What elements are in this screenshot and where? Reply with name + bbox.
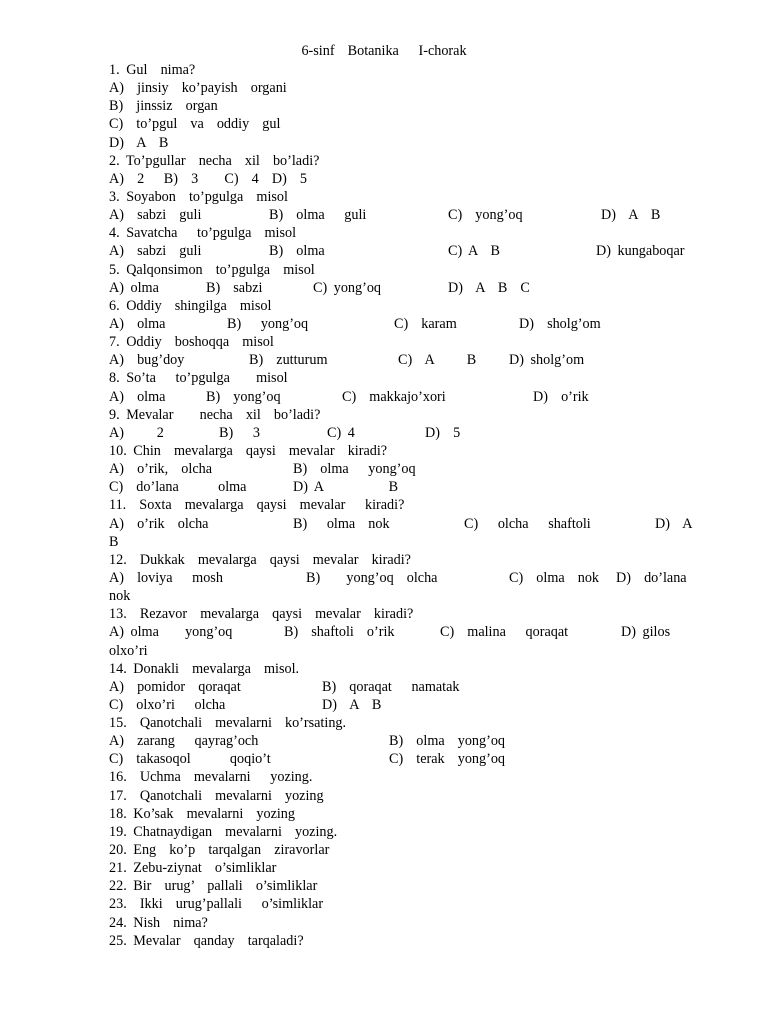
text-line — [109, 605, 699, 623]
text-line — [109, 261, 699, 279]
line-text: A) sabzi guli — [109, 207, 202, 224]
line-text: A) loviya mosh — [109, 569, 223, 586]
line-text: 20. Eng ko’p tarqalgan ziravorlar — [109, 842, 330, 859]
answer-option: D) sholg’om — [509, 352, 585, 369]
text-line — [109, 351, 699, 369]
line-text: C) takasoqol qoqio’t — [109, 751, 271, 768]
line-text: olxo’ri — [109, 642, 148, 659]
answer-option: C) malina qoraqat — [440, 624, 569, 641]
text-line — [109, 424, 699, 442]
text-line — [109, 932, 699, 950]
text-line — [109, 496, 699, 514]
answer-option: B) qoraqat namatak — [322, 678, 460, 695]
line-text: A) jinsiy ko’payish organi — [109, 80, 287, 97]
text-line — [109, 61, 699, 79]
text-line — [109, 678, 699, 696]
text-line — [109, 315, 699, 333]
text-line — [109, 297, 699, 315]
answer-option: B) yong’oq — [227, 315, 309, 332]
line-text: 24. Nish nima? — [109, 914, 208, 931]
line-text: A) o’rik olcha — [109, 515, 209, 532]
text-line — [109, 224, 699, 242]
line-text: 21. Zebu-ziynat o’simliklar — [109, 860, 277, 877]
line-text: 22. Bir urug’ pallali o’simliklar — [109, 878, 318, 895]
line-text: 12. Dukkak mevalarga qaysi mevalar kiradi? — [109, 551, 411, 568]
text-line — [109, 515, 699, 533]
line-text: 8. So’ta to’pgulga misol — [109, 370, 288, 387]
text-line — [109, 623, 699, 641]
line-text: 18. Ko’sak mevalarni yozing — [109, 805, 295, 822]
line-text: 15. Qanotchali mevalarni ko’rsating. — [109, 715, 347, 732]
answer-option: D) o’rik — [533, 388, 589, 405]
answer-option: C) A B — [398, 352, 477, 369]
text-line — [109, 569, 699, 587]
answer-option: D) gilos — [621, 624, 671, 641]
text-line — [109, 914, 699, 932]
text-line — [109, 134, 699, 152]
line-text: A) o’rik, olcha — [109, 461, 213, 478]
line-text: 5. Qalqonsimon to’pgulga misol — [109, 261, 315, 278]
answer-option: D) A B — [601, 207, 661, 224]
line-text: A) 2 B) 3 C) 4 D) 5 — [109, 170, 307, 187]
text-line — [109, 279, 699, 297]
text-line — [109, 642, 699, 660]
text-line — [109, 170, 699, 188]
text-line — [109, 895, 699, 913]
answer-option: B) olma yong’oq — [389, 733, 506, 750]
text-line — [109, 442, 699, 460]
text-line — [109, 242, 699, 260]
line-text: A) olma yong’oq — [109, 624, 233, 641]
line-text: nok — [109, 588, 131, 605]
text-line — [109, 333, 699, 351]
line-text: 10. Chin mevalarga qaysi mevalar kiradi? — [109, 442, 388, 459]
answer-option: B) 3 — [219, 424, 260, 441]
line-text: C) olxo’ri olcha — [109, 696, 226, 713]
answer-option: C) terak yong’oq — [389, 751, 506, 768]
text-line — [109, 660, 699, 678]
answer-option: B) olma — [269, 243, 325, 260]
text-line — [109, 732, 699, 750]
answer-option: C) makkajo’xori — [342, 388, 446, 405]
answer-option: D) kungaboqar — [596, 243, 685, 260]
answer-option: B) shaftoli o’rik — [284, 624, 395, 641]
answer-option: B) olma yong’oq — [293, 461, 416, 478]
line-text: A) olma — [109, 279, 159, 296]
text-line — [109, 587, 699, 605]
line-text: C) to’pgul va oddiy gul — [109, 116, 281, 133]
line-text: B — [109, 533, 119, 550]
text-line — [109, 79, 699, 97]
text-line — [109, 115, 699, 133]
answer-option: B) olma guli — [269, 207, 367, 224]
text-line — [109, 406, 699, 424]
answer-option: B) yong’oq — [206, 388, 281, 405]
answer-option: D) A B — [293, 479, 399, 496]
answer-option: D) do’lana — [616, 569, 687, 586]
line-text: 9. Mevalar necha xil bo’ladi? — [109, 406, 321, 423]
answer-option: B) yong’oq olcha — [306, 569, 438, 586]
line-text: A) 2 — [109, 424, 164, 441]
text-line — [109, 696, 699, 714]
text-line — [109, 388, 699, 406]
answer-option: D) 5 — [425, 424, 461, 441]
answer-option: B) zutturum — [249, 352, 328, 369]
text-line — [109, 460, 699, 478]
answer-option: C) 4 — [327, 424, 355, 441]
line-text: A) olma — [109, 315, 166, 332]
answer-option: C) yong’oq — [313, 279, 382, 296]
line-text: 3. Soyabon to’pgulga misol — [109, 188, 288, 205]
answer-option: B) olma nok — [293, 515, 390, 532]
answer-option: D) A B — [322, 696, 382, 713]
line-text: 13. Rezavor mevalarga qaysi mevalar kiradi? — [109, 606, 414, 623]
line-text: 6. Oddiy shingilga misol — [109, 297, 272, 314]
answer-option: C) olcha shaftoli — [464, 515, 591, 532]
text-line — [109, 206, 699, 224]
text-line — [109, 152, 699, 170]
line-text: A) bug’doy — [109, 352, 185, 369]
text-line — [109, 877, 699, 895]
answer-option: C) yong’oq — [448, 207, 523, 224]
line-text: 4. Savatcha to’pgulga misol — [109, 225, 297, 242]
line-text: A) pomidor qoraqat — [109, 678, 241, 695]
text-line — [109, 768, 699, 786]
answer-option: D) A — [655, 515, 693, 532]
answer-option: C) karam — [394, 315, 457, 332]
line-text: A) sabzi guli — [109, 243, 202, 260]
line-text: 7. Oddiy boshoqqa misol — [109, 334, 274, 351]
answer-option: C) A B — [448, 243, 500, 260]
answer-option: D) A B C — [448, 279, 530, 296]
line-text: A) olma — [109, 388, 166, 405]
line-text: 2. To’pgullar necha xil bo’ladi? — [109, 152, 320, 169]
answer-option: C) olma nok — [509, 569, 600, 586]
text-line — [109, 859, 699, 877]
answer-option: D) sholg’om — [519, 315, 601, 332]
text-line — [109, 787, 699, 805]
line-text: B) jinssiz organ — [109, 98, 218, 115]
line-text: 25. Mevalar qanday tarqaladi? — [109, 932, 304, 949]
line-text: C) do’lana olma — [109, 479, 247, 496]
line-text: 14. Donakli mevalarga misol. — [109, 660, 300, 677]
line-text: D) A B — [109, 134, 169, 151]
text-line — [109, 97, 699, 115]
text-line — [109, 823, 699, 841]
answer-option: B) sabzi — [206, 279, 263, 296]
text-line — [109, 805, 699, 823]
line-text: A) zarang qayrag’och — [109, 733, 259, 750]
line-text: 16. Uchma mevalarni yozing. — [109, 769, 313, 786]
text-line — [109, 750, 699, 768]
text-line — [109, 551, 699, 569]
text-line — [109, 533, 699, 551]
line-text: 11. Soxta mevalarga qaysi mevalar kiradi? — [109, 497, 405, 514]
line-text: 1. Gul nima? — [109, 62, 196, 78]
text-line — [109, 188, 699, 206]
line-text: 17. Qanotchali mevalarni yozing — [109, 787, 324, 804]
line-text: 23. Ikki urug’pallali o’simliklar — [109, 896, 324, 913]
text-line — [109, 714, 699, 732]
text-line — [109, 478, 699, 496]
page-title: 6-sinf Botanika I-chorak — [301, 43, 467, 59]
question-list — [109, 61, 699, 950]
text-line — [109, 369, 699, 387]
line-text: 19. Chatnaydigan mevalarni yozing. — [109, 823, 338, 840]
text-line — [109, 841, 699, 859]
